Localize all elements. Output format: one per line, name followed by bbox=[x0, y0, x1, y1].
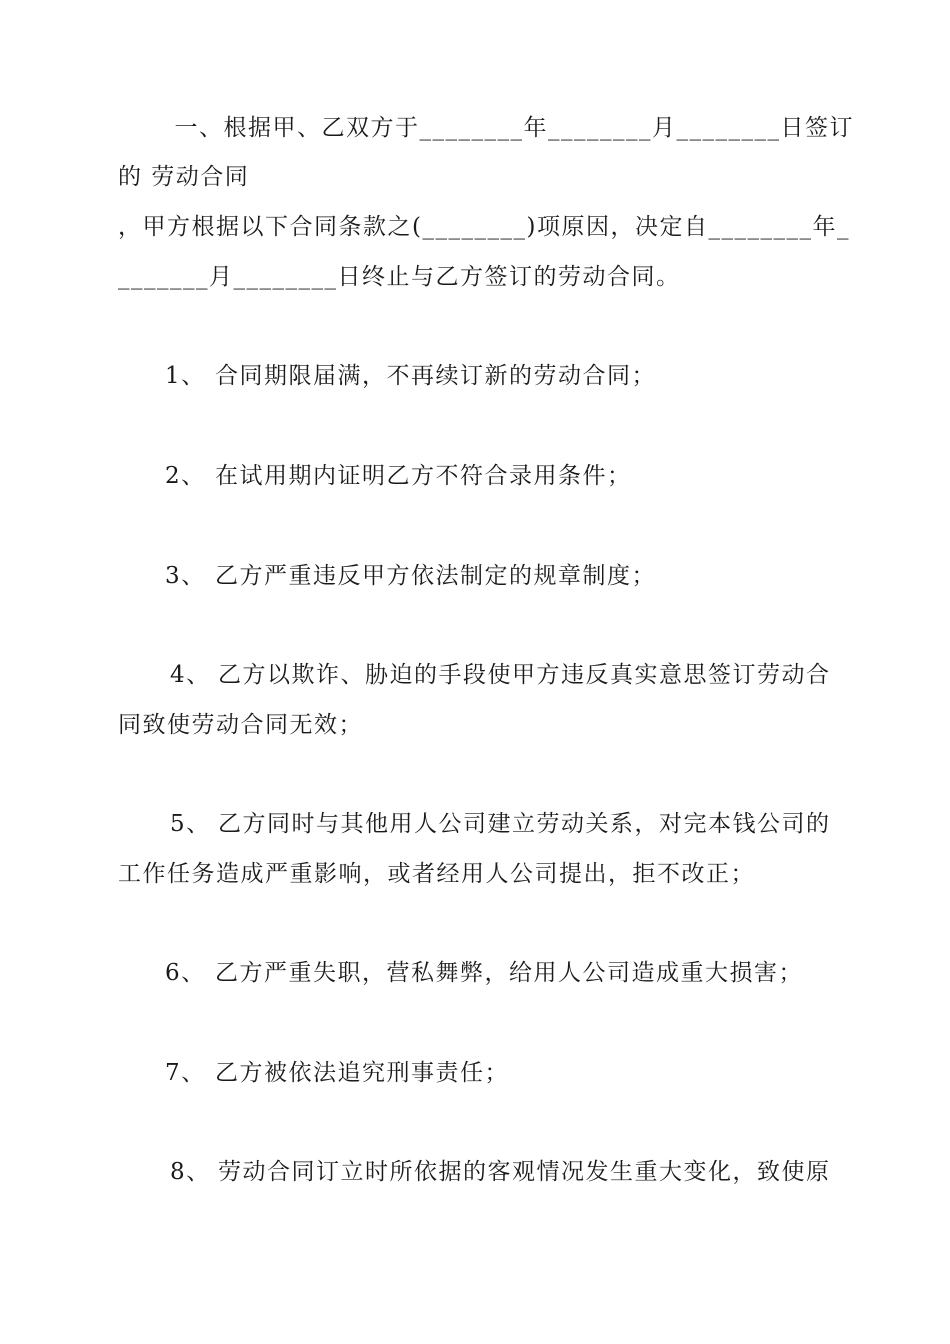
item-text: 合同期限届满，不再续订新的劳动合同； bbox=[215, 363, 656, 389]
item-number: 5、 bbox=[170, 811, 211, 837]
item-number: 6、 bbox=[165, 960, 206, 986]
item-number: 2、 bbox=[165, 463, 206, 489]
item-text: 乙方被依法追究刑事责任； bbox=[215, 1060, 509, 1086]
item-text: 在试用期内证明乙方不符合录用条件； bbox=[215, 463, 632, 489]
item-number: 4、 bbox=[170, 662, 211, 688]
intro-line-2: 的 劳动合同 bbox=[118, 164, 250, 190]
item-number: 3、 bbox=[165, 563, 206, 589]
intro-line-1: 一、根据甲、乙双方于________年________月________日签订 bbox=[150, 115, 854, 141]
item-continuation: 工作任务造成严重影响，或者经用人公司提出，拒不改正； bbox=[118, 861, 755, 887]
intro-line-3: ，甲方根据以下合同条款之(________)项原因，决定自________年_ bbox=[118, 214, 850, 240]
intro-line-4: _______月________日终止与乙方签订的劳动合同。 bbox=[118, 264, 681, 290]
item-text: 乙方以欺诈、胁迫的手段使甲方违反真实意思签订劳动合 bbox=[218, 662, 831, 688]
item-number: 1、 bbox=[165, 363, 206, 389]
item-text: 乙方同时与其他用人公司建立劳动关系，对完本钱公司的 bbox=[218, 811, 831, 837]
item-number: 8、 bbox=[170, 1159, 211, 1185]
item-number: 7、 bbox=[165, 1060, 206, 1086]
item-continuation: 同致使劳动合同无效； bbox=[118, 712, 363, 738]
item-text: 乙方严重违反甲方依法制定的规章制度； bbox=[215, 563, 656, 589]
item-text: 劳动合同订立时所依据的客观情况发生重大变化，致使原 bbox=[218, 1159, 831, 1185]
item-text: 乙方严重失职，营私舞弊，给用人公司造成重大损害； bbox=[215, 960, 803, 986]
